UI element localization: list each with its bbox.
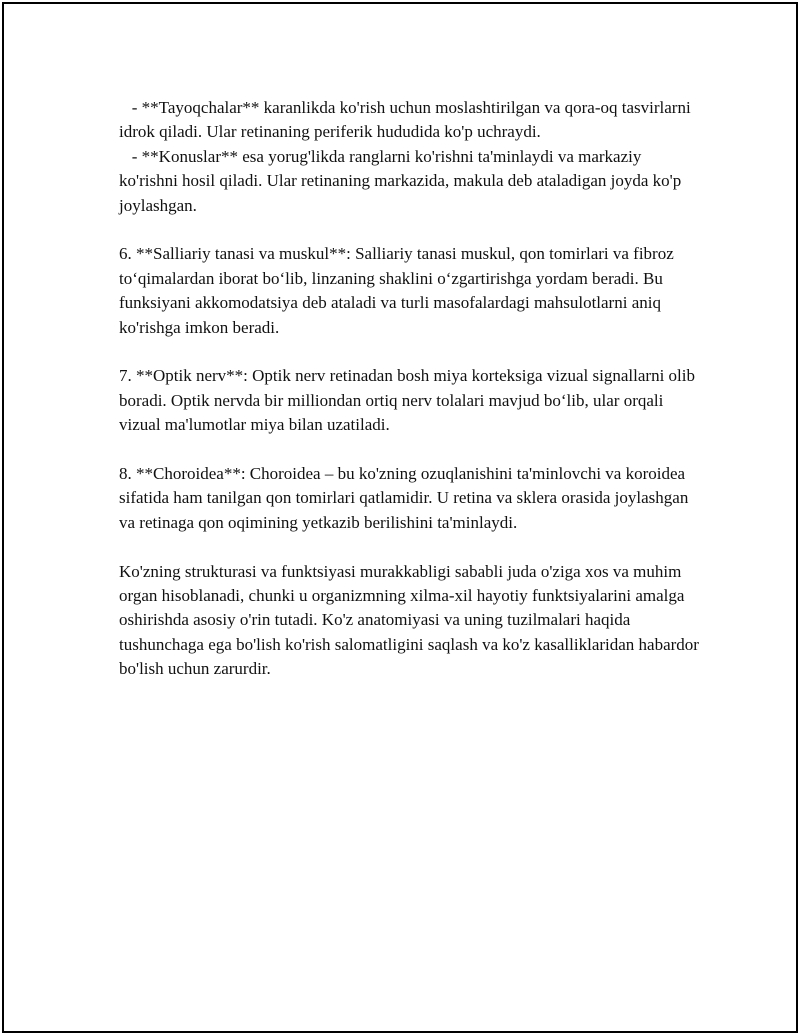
- paragraph-optic-nerve: 7. **Optik nerv**: Optik nerv retinadan bosh miya korteksiga vizual signallarni olib boradi. Optik nervda bir milliondan ortiq nerv tolalari mavjud bo‘lib, ular orqali vizual ma'lumotlar miya bilan uzatiladi.: [119, 366, 700, 435]
- paragraph-ciliary-body: 6. **Salliariy tanasi va muskul**: Salliariy tanasi muskul, qon tomirlari va fibroz to‘qimalardan iborat bo‘lib, linzaning shaklini o‘zgartirishga yordam beradi. Bu funksiyani akkomodatsiya deb ataladi va turli masofalardagi mahsulotlarni aniq ko'rishga imkon beradi.: [119, 244, 679, 337]
- paragraph-choroid: 8. **Choroidea**: Choroidea – bu ko'zning ozuqlanishini ta'minlovchi va koroidea sifatida ham tanilgan qon tomirlari qatlamidir. U retina va sklera orasida joylashgan va retinaga qon oqimining yetkazib berilishini ta'minlaydi.: [119, 464, 693, 532]
- bullet-rods: - **Tayoqchalar** karanlikda ko'rish uchun moslashtirilgan va qora-oq tasvirlarni idrok qiladi. Ular retinaning periferik hududida ko'p uchraydi.: [119, 98, 695, 142]
- bullet-cones: - **Konuslar** esa yorug'likda ranglarni ko'rishni ta'minlaydi va markaziy ko'rishni hosil qiladi. Ular retinaning markazida, makula deb ataladigan joyda ko'p joylashgan.: [119, 146, 686, 215]
- document-body: [119, 96, 704, 706]
- document-page: [2, 2, 798, 1033]
- paragraph-conclusion: Ko'zning strukturasi va funktsiyasi murakkabligi sababli juda o'ziga xos va muhim organ hisoblanadi, chunki u organizmning xilma-xil hayotiy funktsiyalarini amalga oshirishda asosiy o'rin tutadi. Ko'z anatomiyasi va uning tuzilmalari haqida tushunchaga ega bo'lish ko'rish salomatligini saqlash va ko'z kasalliklaridan habardor bo'lish uchun zarurdir.: [119, 561, 704, 679]
